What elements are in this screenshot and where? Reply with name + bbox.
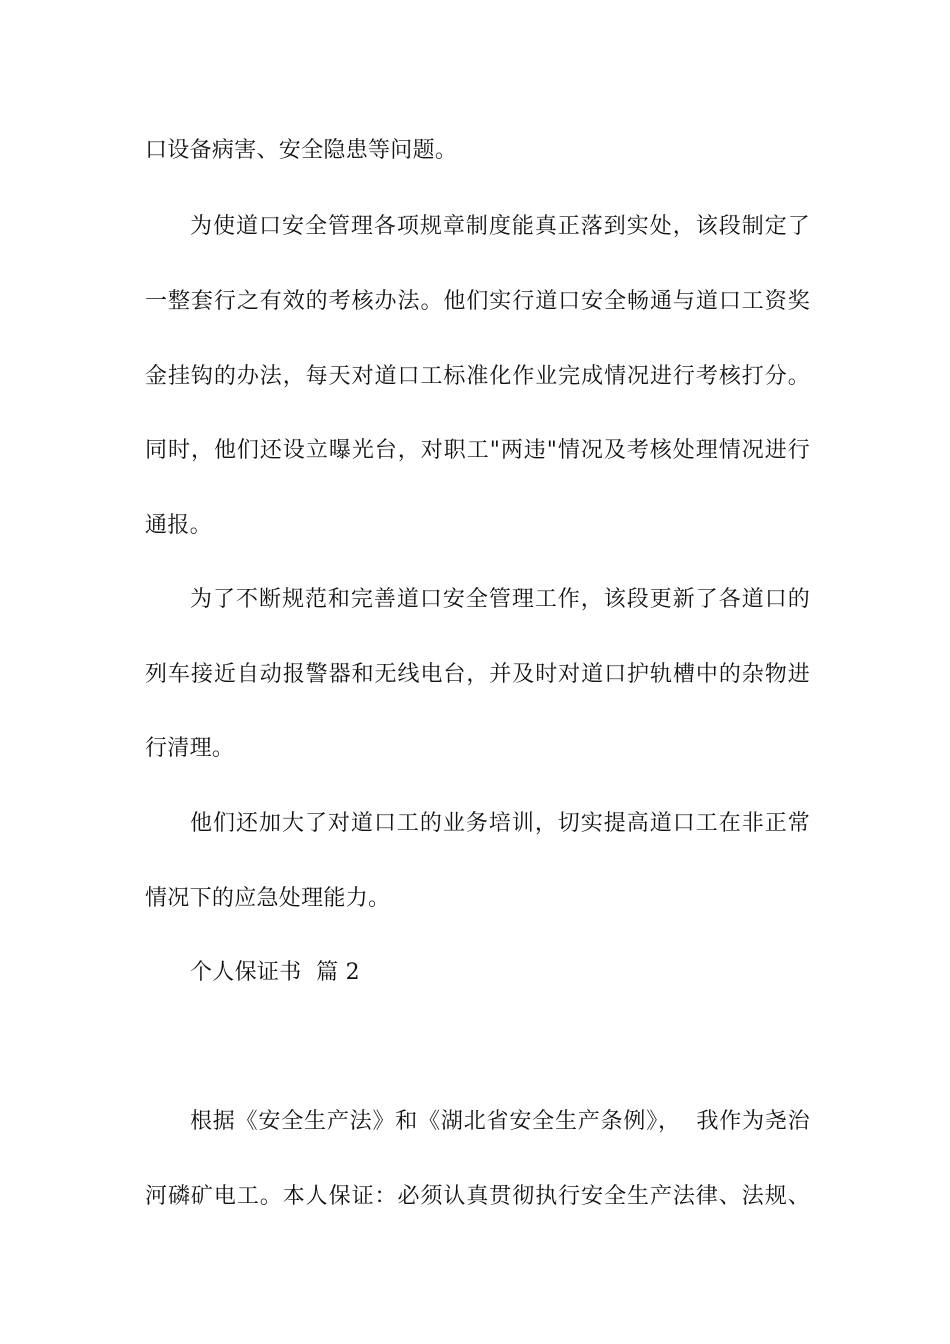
paragraph-line: 根据《安全生产法》和《湖北省安全生产条例》， 我作为尧治 (190, 1109, 810, 1134)
paragraph-line: 行清理。 (145, 736, 235, 761)
paragraph-line: 通报。 (145, 513, 212, 538)
section-heading: 个人保证书 篇 2 (190, 960, 360, 985)
paragraph-line: 情况下的应急处理能力。 (145, 886, 391, 911)
paragraph-line: 为了不断规范和完善道口安全管理工作，该段更新了各道口的 (190, 587, 810, 612)
paragraph-line: 他们还加大了对道口工的业务培训，切实提高道口工在非正常 (190, 811, 810, 836)
paragraph-line: 为使道口安全管理各项规章制度能真正落到实处，该段制定了 (190, 214, 810, 239)
paragraph-line: 列车接近自动报警器和无线电台，并及时对道口护轨槽中的杂物进 (145, 662, 810, 687)
paragraph-line: 河磷矿电工。本人保证：必须认真贯彻执行安全生产法律、法规、 (145, 1184, 810, 1209)
paragraph-line: 金挂钩的办法，每天对道口工标准化作业完成情况进行考核打分。 (145, 364, 810, 389)
paragraph-line: 一整套行之有效的考核办法。他们实行道口安全畅通与道口工资奖 (145, 289, 810, 314)
paragraph-line: 同时，他们还设立曝光台，对职工"两违"情况及考核处理情况进行 (145, 438, 810, 463)
paragraph-line: 口设备病害、安全隐患等问题。 (145, 138, 458, 163)
